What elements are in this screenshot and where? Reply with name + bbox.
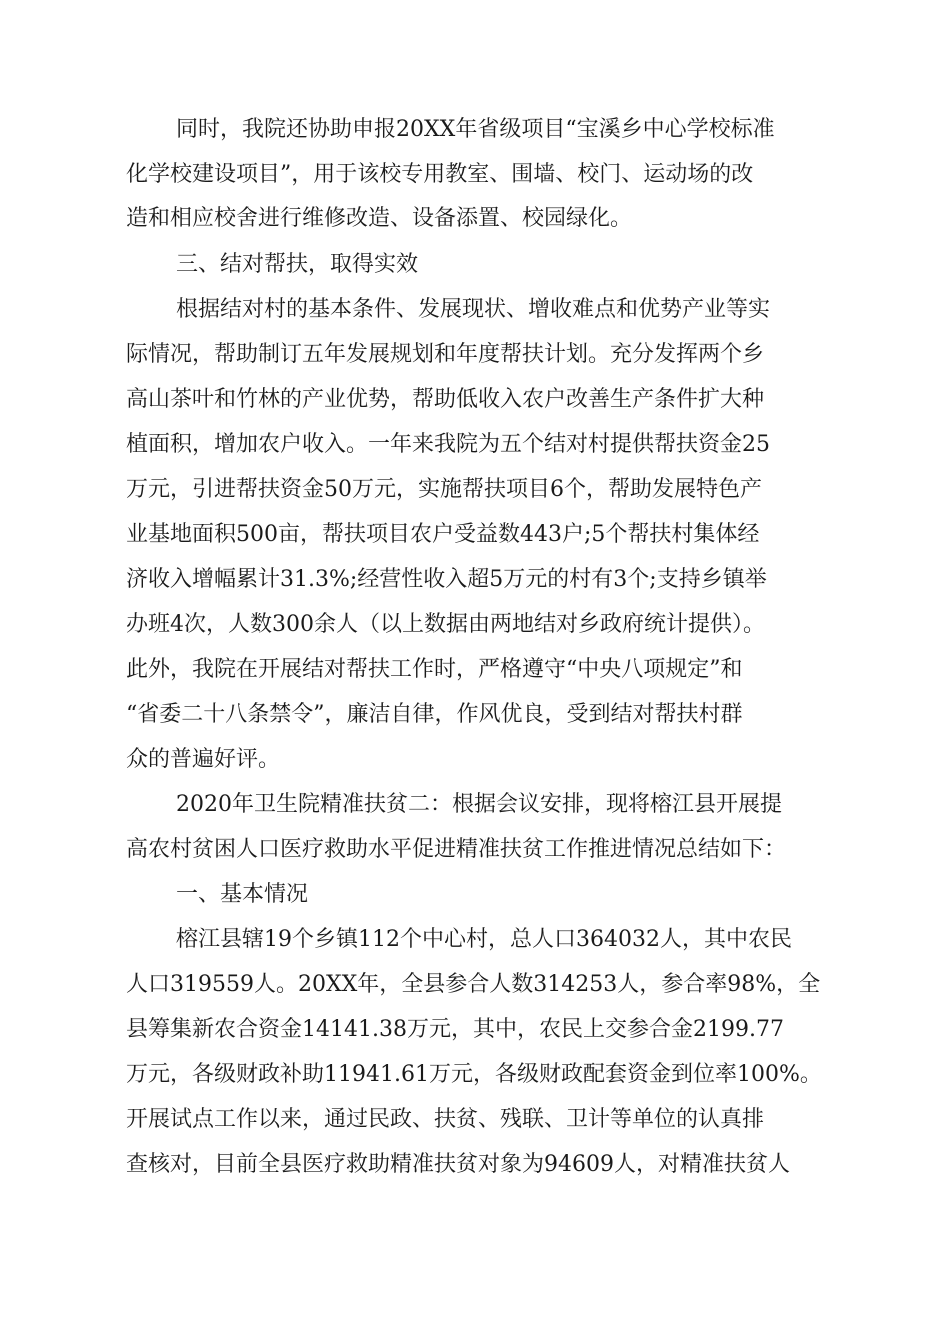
paragraph-line: 际情况，帮助制订五年发展规划和年度帮扶计划。充分发挥两个乡: [126, 342, 765, 367]
paragraph-line: 化学校建设项目”，用于该校专用教室、围墙、校门、运动场的改: [126, 162, 754, 187]
paragraph-line: 植面积，增加农户收入。一年来我院为五个结对村提供帮扶资金25: [126, 432, 770, 457]
paragraph-line: 高农村贫困人口医疗救助水平促进精准扶贫工作推进情况总结如下：: [126, 837, 787, 862]
paragraph-line: 万元，各级财政补助11941.61万元，各级财政配套资金到位率100%。: [126, 1062, 822, 1087]
paragraph-line: 开展试点工作以来，通过民政、扶贫、残联、卫计等单位的认真排: [126, 1107, 765, 1132]
paragraph-line: 办班4次，人数300余人（以上数据由两地结对乡政府统计提供）。: [126, 612, 765, 637]
paragraph-line: 人口319559人。20XX年，全县参合人数314253人，参合率98%，全: [126, 972, 821, 997]
paragraph-line: 查核对，目前全县医疗救助精准扶贫对象为94609人，对精准扶贫人: [126, 1152, 790, 1177]
section-heading: 一、基本情况: [176, 882, 309, 907]
paragraph-line: 造和相应校舍进行维修改造、设备添置、校园绿化。: [126, 206, 633, 231]
paragraph-line: 此外，我院在开展结对帮扶工作时，严格遵守“中央八项规定”和: [126, 657, 743, 682]
paragraph-line: 榕江县辖19个乡镇112个中心村，总人口364032人，其中农民: [176, 927, 792, 952]
paragraph-line: “省委二十八条禁令”，廉洁自律，作风优良，受到结对帮扶村群: [126, 702, 743, 727]
paragraph-line: 县筹集新农合资金14141.38万元，其中，农民上交参合金2199.77: [126, 1017, 784, 1042]
paragraph-line: 业基地面积500亩，帮扶项目农户受益数443户;5个帮扶村集体经: [126, 522, 760, 547]
paragraph-line: 万元，引进帮扶资金50万元，实施帮扶项目6个，帮助发展特色产: [126, 477, 762, 502]
paragraph-line: 济收入增幅累计31.3%;经营性收入超5万元的村有3个;支持乡镇举: [126, 567, 767, 592]
paragraph-line: 根据结对村的基本条件、发展现状、增收难点和优势产业等实: [176, 297, 771, 322]
paragraph-line: 2020年卫生院精准扶贫二：根据会议安排，现将榕江县开展提: [176, 792, 782, 817]
paragraph-line: 众的普遍好评。: [126, 747, 281, 772]
section-heading: 三、结对帮扶，取得实效: [176, 252, 419, 277]
paragraph-line: 高山茶叶和竹林的产业优势，帮助低收入农户改善生产条件扩大种: [126, 387, 765, 412]
paragraph-line: 同时，我院还协助申报20XX年省级项目“宝溪乡中心学校标准: [176, 117, 775, 142]
